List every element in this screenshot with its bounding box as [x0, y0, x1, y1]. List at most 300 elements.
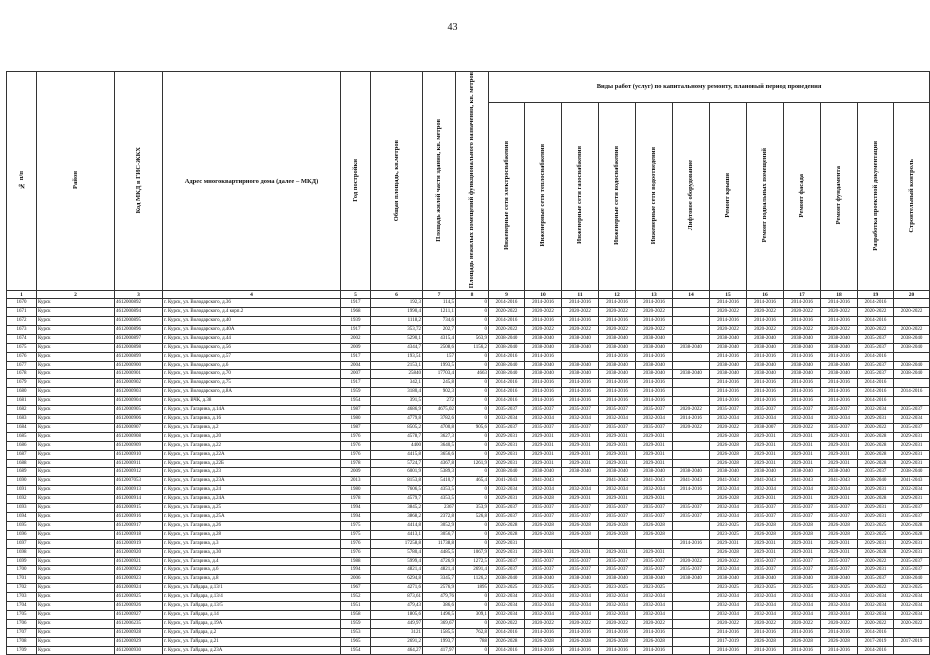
cell-electric: 2023-2025 — [489, 584, 525, 593]
cell-mkd-code: 4612000915 — [115, 504, 163, 513]
cell-address: г. Курск, ул. Гайдара, д.19А — [163, 619, 341, 628]
column-index-cell: 7 — [423, 291, 456, 299]
cell-row-number: 1671 — [7, 308, 37, 317]
cell-design-docs: 2035-2037 — [858, 575, 894, 584]
cell-mkd-code: 4612006235 — [115, 619, 163, 628]
cell-construction-control: 2035-2037 — [894, 557, 930, 566]
cell-nonliving-area: 0 — [456, 379, 489, 388]
col-header-district: Район — [37, 72, 115, 291]
cell-district: Курск — [37, 317, 115, 326]
cell-district: Курск — [37, 334, 115, 343]
cell-basement: 2035-2037 — [747, 557, 784, 566]
cell-total-area: 4578,7 — [371, 432, 423, 441]
cell-gas: 2038-2040 — [562, 334, 599, 343]
cell-construction-control — [894, 646, 930, 655]
cell-gas: 2038-2040 — [562, 370, 599, 379]
cell-living-area: 1993,7 — [423, 637, 456, 646]
cell-facade: 2023-2025 — [784, 584, 821, 593]
cell-district: Курск — [37, 610, 115, 619]
cell-foundation: 2035-2037 — [821, 512, 858, 521]
cell-nonliving-area: 0 — [456, 352, 489, 361]
cell-design-docs: 2026-2028 — [858, 548, 894, 557]
cell-drain: 2038-2040 — [636, 468, 673, 477]
cell-total-area: 8153,8 — [371, 477, 423, 486]
cell-roof: 2026-2028 — [710, 548, 747, 557]
cell-heating: 2026-2028 — [525, 637, 562, 646]
cell-heating: 2038-2040 — [525, 361, 562, 370]
table-row — [7, 379, 930, 388]
cell-electric: 2014-2016 — [489, 646, 525, 655]
cell-drain: 2014-2016 — [636, 388, 673, 397]
table-row — [7, 504, 930, 513]
cell-water: 2038-2040 — [599, 370, 636, 379]
cell-drain: 2029-2031 — [636, 432, 673, 441]
table-row — [7, 521, 930, 530]
cell-district: Курск — [37, 450, 115, 459]
cell-heating: 2014-2016 — [525, 379, 562, 388]
cell-basement: 2032-2034 — [747, 610, 784, 619]
cell-basement: 2029-2031 — [747, 539, 784, 548]
cell-district: Курск — [37, 432, 115, 441]
cell-year: 1917 — [341, 352, 371, 361]
cell-mkd-code: 4612000921 — [115, 557, 163, 566]
cell-living-area: 2367 — [423, 504, 456, 513]
cell-living-area: 5389,3 — [423, 468, 456, 477]
cell-roof: 2026-2028 — [710, 459, 747, 468]
column-index-cell: 5 — [341, 291, 371, 299]
cell-living-area: 4675,02 — [423, 406, 456, 415]
cell-address: г. Курск, ул. Гайдара, д.13/5 — [163, 602, 341, 611]
cell-total-area: 3180,4 — [371, 388, 423, 397]
cell-design-docs: 2026-2028 — [858, 495, 894, 504]
cell-heating: 2032-2034 — [525, 610, 562, 619]
table-row — [7, 619, 930, 628]
cell-basement: 2020-2022 — [747, 619, 784, 628]
cell-foundation: 2029-2031 — [821, 459, 858, 468]
cell-drain: 2026-2028 — [636, 521, 673, 530]
cell-electric: 2026-2028 — [489, 637, 525, 646]
cell-basement: 2029-2031 — [747, 432, 784, 441]
cell-construction-control: 2014-2016 — [894, 388, 930, 397]
cell-address: г. Курск, ул. Гагарина, д.24А — [163, 495, 341, 504]
cell-total-area: 4579,7 — [371, 495, 423, 504]
cell-mkd-code: 4612000928 — [115, 628, 163, 637]
cell-total-area: 7606,5 — [371, 486, 423, 495]
cell-basement: 2029-2031 — [747, 548, 784, 557]
cell-drain: 2032-2034 — [636, 486, 673, 495]
cell-roof: 2032-2034 — [710, 593, 747, 602]
cell-address: г. Курск, ул. Гагарина, д.26 — [163, 521, 341, 530]
cell-water: 2038-2040 — [599, 468, 636, 477]
cell-design-docs: 2029-2031 — [858, 415, 894, 424]
cell-electric: 2029-2031 — [489, 539, 525, 548]
cell-address: г. Курск, ул. Володарского, д.6 — [163, 361, 341, 370]
cell-electric: 2014-2016 — [489, 628, 525, 637]
cell-water: 2026-2028 — [599, 530, 636, 539]
cell-heating: 2032-2034 — [525, 593, 562, 602]
col-header-basement: Ремонт подвальных помещений — [747, 102, 784, 291]
cell-total-area: 3121 — [371, 628, 423, 637]
cell-district: Курск — [37, 388, 115, 397]
cell-nonliving-area: 353,9 — [456, 504, 489, 513]
cell-mkd-code: 4612000904 — [115, 397, 163, 406]
col-header-works-group: Виды работ (услуг) по капитальному ремонту, плановый период проведения — [489, 72, 930, 103]
cell-roof: 2014-2016 — [710, 317, 747, 326]
column-index-cell: 6 — [371, 291, 423, 299]
cell-living-area: 386,6 — [423, 602, 456, 611]
cell-heating: 2014-2016 — [525, 299, 562, 308]
cell-row-number: 1695 — [7, 521, 37, 530]
cell-drain: 2014-2016 — [636, 379, 673, 388]
cell-lift: 2020-2022 — [673, 423, 710, 432]
cell-drain: 2038-2040 — [636, 361, 673, 370]
cell-design-docs: 2035-2037 — [858, 370, 894, 379]
cell-drain: 2014-2016 — [636, 352, 673, 361]
cell-foundation: 2020-2022 — [821, 308, 858, 317]
cell-heating: 2020-2022 — [525, 619, 562, 628]
col-header-drain: Инженерные сети водоотведения — [636, 102, 673, 291]
cell-construction-control — [894, 299, 930, 308]
cell-basement: 2014-2016 — [747, 397, 784, 406]
cell-lift — [673, 450, 710, 459]
cell-foundation: 2032-2034 — [821, 415, 858, 424]
cell-facade: 2029-2031 — [784, 459, 821, 468]
cell-total-area: 4344,7 — [371, 343, 423, 352]
table-row — [7, 441, 930, 450]
cell-address: г. Курск, ул. Гагарина, д.23А — [163, 477, 341, 486]
cell-living-area: 1211,1 — [423, 308, 456, 317]
cell-construction-control: 2035-2037 — [894, 406, 930, 415]
cell-construction-control: 2038-2040 — [894, 361, 930, 370]
cell-basement: 2038-2040 — [747, 468, 784, 477]
cell-electric: 2014-2016 — [489, 299, 525, 308]
cell-design-docs: 2020-2022 — [858, 325, 894, 334]
cell-drain — [636, 539, 673, 548]
col-header-roof: Ремонт крыши — [710, 102, 747, 291]
cell-basement: 2038-2040 — [747, 334, 784, 343]
cell-construction-control: 2038-2040 — [894, 343, 930, 352]
cell-design-docs: 2026-2028 — [858, 441, 894, 450]
cell-living-area: 3782,6 — [423, 415, 456, 424]
cell-water: 2032-2034 — [599, 593, 636, 602]
cell-year: 1954 — [341, 397, 371, 406]
cell-gas — [562, 477, 599, 486]
cell-row-number: 1685 — [7, 432, 37, 441]
cell-roof: 2026-2028 — [710, 495, 747, 504]
cell-design-docs: 2029-2031 — [858, 539, 894, 548]
cell-nonliving-area: 0 — [456, 299, 489, 308]
cell-facade: 2038-2040 — [784, 334, 821, 343]
cell-lift: 2020-2022 — [673, 557, 710, 566]
cell-lift: 2038-2040 — [673, 468, 710, 477]
cell-drain: 2029-2031 — [636, 450, 673, 459]
cell-district: Курск — [37, 646, 115, 655]
cell-lift — [673, 646, 710, 655]
cell-lift — [673, 602, 710, 611]
cell-roof: 2032-2034 — [710, 602, 747, 611]
cell-row-number: 1689 — [7, 468, 37, 477]
cell-year: 1967 — [341, 584, 371, 593]
cell-construction-control: 2032-2034 — [894, 415, 930, 424]
cell-living-area: 202,7 — [423, 325, 456, 334]
cell-roof: 2038-2040 — [710, 575, 747, 584]
cell-water: 2029-2031 — [599, 548, 636, 557]
cell-address: г. Курск, ул. Гагарина, д.23 — [163, 468, 341, 477]
cell-construction-control: 2023-2025 — [894, 584, 930, 593]
cell-row-number: 1674 — [7, 334, 37, 343]
cell-construction-control: 2029-2031 — [894, 548, 930, 557]
cell-district: Курск — [37, 521, 115, 530]
cell-construction-control — [894, 628, 930, 637]
cell-drain: 2035-2037 — [636, 504, 673, 513]
cell-gas: 2038-2040 — [562, 575, 599, 584]
cell-foundation: 2038-2040 — [821, 370, 858, 379]
cell-heating: 2029-2031 — [525, 450, 562, 459]
cell-gas: 2035-2037 — [562, 504, 599, 513]
cell-heating: 2035-2037 — [525, 504, 562, 513]
cell-total-area: 873,61 — [371, 593, 423, 602]
cell-basement: 2014-2016 — [747, 646, 784, 655]
cell-year: 1953 — [341, 628, 371, 637]
cell-electric: 2014-2016 — [489, 388, 525, 397]
cell-nonliving-area: 905,6 — [456, 423, 489, 432]
cell-nonliving-area: 526,8 — [456, 512, 489, 521]
cell-living-area: 5410,7 — [423, 477, 456, 486]
cell-lift — [673, 619, 710, 628]
cell-facade: 2026-2028 — [784, 521, 821, 530]
cell-mkd-code: 4612000925 — [115, 593, 163, 602]
cell-district: Курск — [37, 495, 115, 504]
table-row — [7, 299, 930, 308]
cell-facade: 2032-2034 — [784, 610, 821, 619]
cell-facade: 2038-2040 — [784, 361, 821, 370]
cell-drain: 2035-2037 — [636, 557, 673, 566]
cell-mkd-code: 4612000896 — [115, 325, 163, 334]
cell-water: 2026-2028 — [599, 637, 636, 646]
cell-lift: 2020-2022 — [673, 406, 710, 415]
cell-row-number: 1681 — [7, 397, 37, 406]
cell-foundation: 2029-2031 — [821, 495, 858, 504]
cell-total-area: 17258,8 — [371, 539, 423, 548]
table-row — [7, 406, 930, 415]
cell-total-area: 2153,1 — [371, 361, 423, 370]
cell-address: г. Курск, ул. Гагарина, д.16 — [163, 415, 341, 424]
cell-year: 2004 — [341, 361, 371, 370]
cell-heating — [525, 539, 562, 548]
cell-design-docs: 2020-2022 — [858, 308, 894, 317]
cell-construction-control: 2035-2037 — [894, 423, 930, 432]
cell-facade: 2020-2022 — [784, 325, 821, 334]
cell-gas: 2029-2031 — [562, 441, 599, 450]
cell-drain: 2029-2031 — [636, 495, 673, 504]
cell-water: 2026-2028 — [599, 521, 636, 530]
cell-mkd-code: 4612000906 — [115, 415, 163, 424]
col-header-mkd-code: Код МКД в ГИС-ЖКХ — [115, 72, 163, 291]
cell-construction-control: 2020-2022 — [894, 325, 930, 334]
cell-foundation: 2020-2022 — [821, 619, 858, 628]
cell-total-area: 4400 — [371, 441, 423, 450]
cell-basement: 2014-2016 — [747, 379, 784, 388]
cell-living-area: 3640,5 — [423, 441, 456, 450]
cell-electric: 2035-2037 — [489, 557, 525, 566]
cell-district: Курск — [37, 406, 115, 415]
column-index-cell: 3 — [115, 291, 163, 299]
cell-drain: 2029-2031 — [636, 548, 673, 557]
column-index-cell: 14 — [673, 291, 710, 299]
cell-nonliving-area: 0 — [456, 521, 489, 530]
cell-water: 2035-2037 — [599, 504, 636, 513]
cell-drain: 2020-2022 — [636, 619, 673, 628]
cell-design-docs: 2014-2016 — [858, 352, 894, 361]
cell-mkd-code: 4612000898 — [115, 343, 163, 352]
cell-mkd-code: 4612000910 — [115, 450, 163, 459]
cell-gas: 2035-2037 — [562, 557, 599, 566]
cell-living-area: 157 — [423, 352, 456, 361]
cell-nonliving-area: 0 — [456, 468, 489, 477]
cell-design-docs: 2035-2037 — [858, 334, 894, 343]
cell-district: Курск — [37, 584, 115, 593]
cell-water: 2029-2031 — [599, 459, 636, 468]
cell-year: 2006 — [341, 575, 371, 584]
cell-lift — [673, 584, 710, 593]
cell-total-area: 6294,8 — [371, 575, 423, 584]
cell-district: Курск — [37, 325, 115, 334]
cell-water: 2014-2016 — [599, 397, 636, 406]
cell-foundation: 2014-2016 — [821, 317, 858, 326]
cell-water: 2038-2040 — [599, 343, 636, 352]
cell-address: г. Курск, ул. Гагарина, д.4 — [163, 557, 341, 566]
cell-year: 1976 — [341, 441, 371, 450]
table-row — [7, 548, 930, 557]
col-header-foundation: Ремонт фундамента — [821, 102, 858, 291]
cell-foundation: 2014-2016 — [821, 379, 858, 388]
cell-roof: 2014-2016 — [710, 628, 747, 637]
cell-facade: 2038-2040 — [784, 468, 821, 477]
cell-mkd-code: 4612007053 — [115, 477, 163, 486]
cell-nonliving-area: 0 — [456, 317, 489, 326]
cell-year: 1917 — [341, 379, 371, 388]
cell-basement: 2029-2031 — [747, 441, 784, 450]
cell-nonliving-area: 1261,9 — [456, 459, 489, 468]
cell-construction-control: 2032-2034 — [894, 486, 930, 495]
cell-construction-control: 2035-2037 — [894, 504, 930, 513]
cell-construction-control: 2020-2022 — [894, 619, 930, 628]
cell-design-docs: 2014-2016 — [858, 646, 894, 655]
cell-living-area: 114,5 — [423, 299, 456, 308]
cell-living-area: 4353,5 — [423, 486, 456, 495]
cell-mkd-code: 4612000900 — [115, 361, 163, 370]
cell-electric: 2014-2016 — [489, 397, 525, 406]
column-index-cell: 20 — [894, 291, 930, 299]
cell-design-docs: 2023-2025 — [858, 521, 894, 530]
cell-total-area: 8505,2 — [371, 423, 423, 432]
cell-total-area: 3868,2 — [371, 512, 423, 521]
cell-living-area: 417,97 — [423, 646, 456, 655]
table-row — [7, 317, 930, 326]
cell-design-docs: 2035-2037 — [858, 468, 894, 477]
cell-design-docs: 2014-2016 — [858, 628, 894, 637]
cell-lift — [673, 548, 710, 557]
cell-gas: 2023-2025 — [562, 584, 599, 593]
table-row — [7, 584, 930, 593]
cell-drain: 2032-2034 — [636, 602, 673, 611]
cell-construction-control: 2020-2022 — [894, 308, 930, 317]
cell-construction-control: 2038-2040 — [894, 575, 930, 584]
col-header-address: Адрес многоквартирного дома (далее – МКД) — [163, 72, 341, 291]
cell-facade: 2035-2037 — [784, 406, 821, 415]
cell-row-number: 1673 — [7, 325, 37, 334]
cell-design-docs: 2020-2022 — [858, 584, 894, 593]
cell-row-number: 1700 — [7, 566, 37, 575]
cell-water: 2032-2034 — [599, 415, 636, 424]
cell-lift — [673, 495, 710, 504]
cell-foundation: 2038-2040 — [821, 575, 858, 584]
cell-row-number: 1677 — [7, 361, 37, 370]
cell-heating: 2035-2037 — [525, 423, 562, 432]
cell-row-number: 1698 — [7, 548, 37, 557]
cell-foundation: 2035-2037 — [821, 406, 858, 415]
cell-foundation: 2026-2028 — [821, 530, 858, 539]
cell-construction-control: 2029-2031 — [894, 539, 930, 548]
cell-living-area: 3656,6 — [423, 450, 456, 459]
cell-lift — [673, 521, 710, 530]
cell-foundation: 2014-2016 — [821, 299, 858, 308]
cell-district: Курск — [37, 397, 115, 406]
cell-nonliving-area: 0 — [456, 495, 489, 504]
cell-construction-control: 2038-2040 — [894, 334, 930, 343]
column-index-cell: 16 — [747, 291, 784, 299]
cell-living-area: 3627,3 — [423, 432, 456, 441]
cell-living-area: 4485,5 — [423, 548, 456, 557]
cell-nonliving-area: 1067,9 — [456, 548, 489, 557]
cell-water: 2029-2031 — [599, 450, 636, 459]
cell-district: Курск — [37, 628, 115, 637]
table-row — [7, 397, 930, 406]
cell-mkd-code: 4612000905 — [115, 406, 163, 415]
cell-electric: 2029-2031 — [489, 441, 525, 450]
cell-living-area: 245,8 — [423, 379, 456, 388]
cell-basement: 2029-2031 — [747, 459, 784, 468]
cell-foundation: 2035-2037 — [821, 557, 858, 566]
cell-basement: 2029-2031 — [747, 495, 784, 504]
cell-total-area: 6001,9 — [371, 468, 423, 477]
cell-construction-control: 2038-2040 — [894, 468, 930, 477]
cell-district: Курск — [37, 379, 115, 388]
cell-total-area: 1118,2 — [371, 317, 423, 326]
table-row — [7, 361, 930, 370]
cell-foundation: 2014-2016 — [821, 388, 858, 397]
cell-year: 2009 — [341, 343, 371, 352]
cell-gas: 2038-2040 — [562, 361, 599, 370]
column-index-cell: 15 — [710, 291, 747, 299]
table-row — [7, 325, 930, 334]
cell-water: 2020-2022 — [599, 308, 636, 317]
cell-construction-control: 2032-2034 — [894, 593, 930, 602]
cell-year: 2002 — [341, 334, 371, 343]
col-header-total-area: Общая площадь, кв.метров — [371, 72, 423, 291]
cell-water: 2029-2031 — [599, 441, 636, 450]
cell-heating: 2041-2043 — [525, 477, 562, 486]
cell-basement: 2041-2043 — [747, 477, 784, 486]
table-row — [7, 575, 930, 584]
cell-year: 1917 — [341, 325, 371, 334]
cell-district: Курск — [37, 602, 115, 611]
cell-total-area: 342,1 — [371, 379, 423, 388]
cell-total-area: 5780,4 — [371, 548, 423, 557]
cell-design-docs: 2035-2037 — [858, 343, 894, 352]
cell-year: 1976 — [341, 432, 371, 441]
cell-basement: 2026-2028 — [747, 530, 784, 539]
